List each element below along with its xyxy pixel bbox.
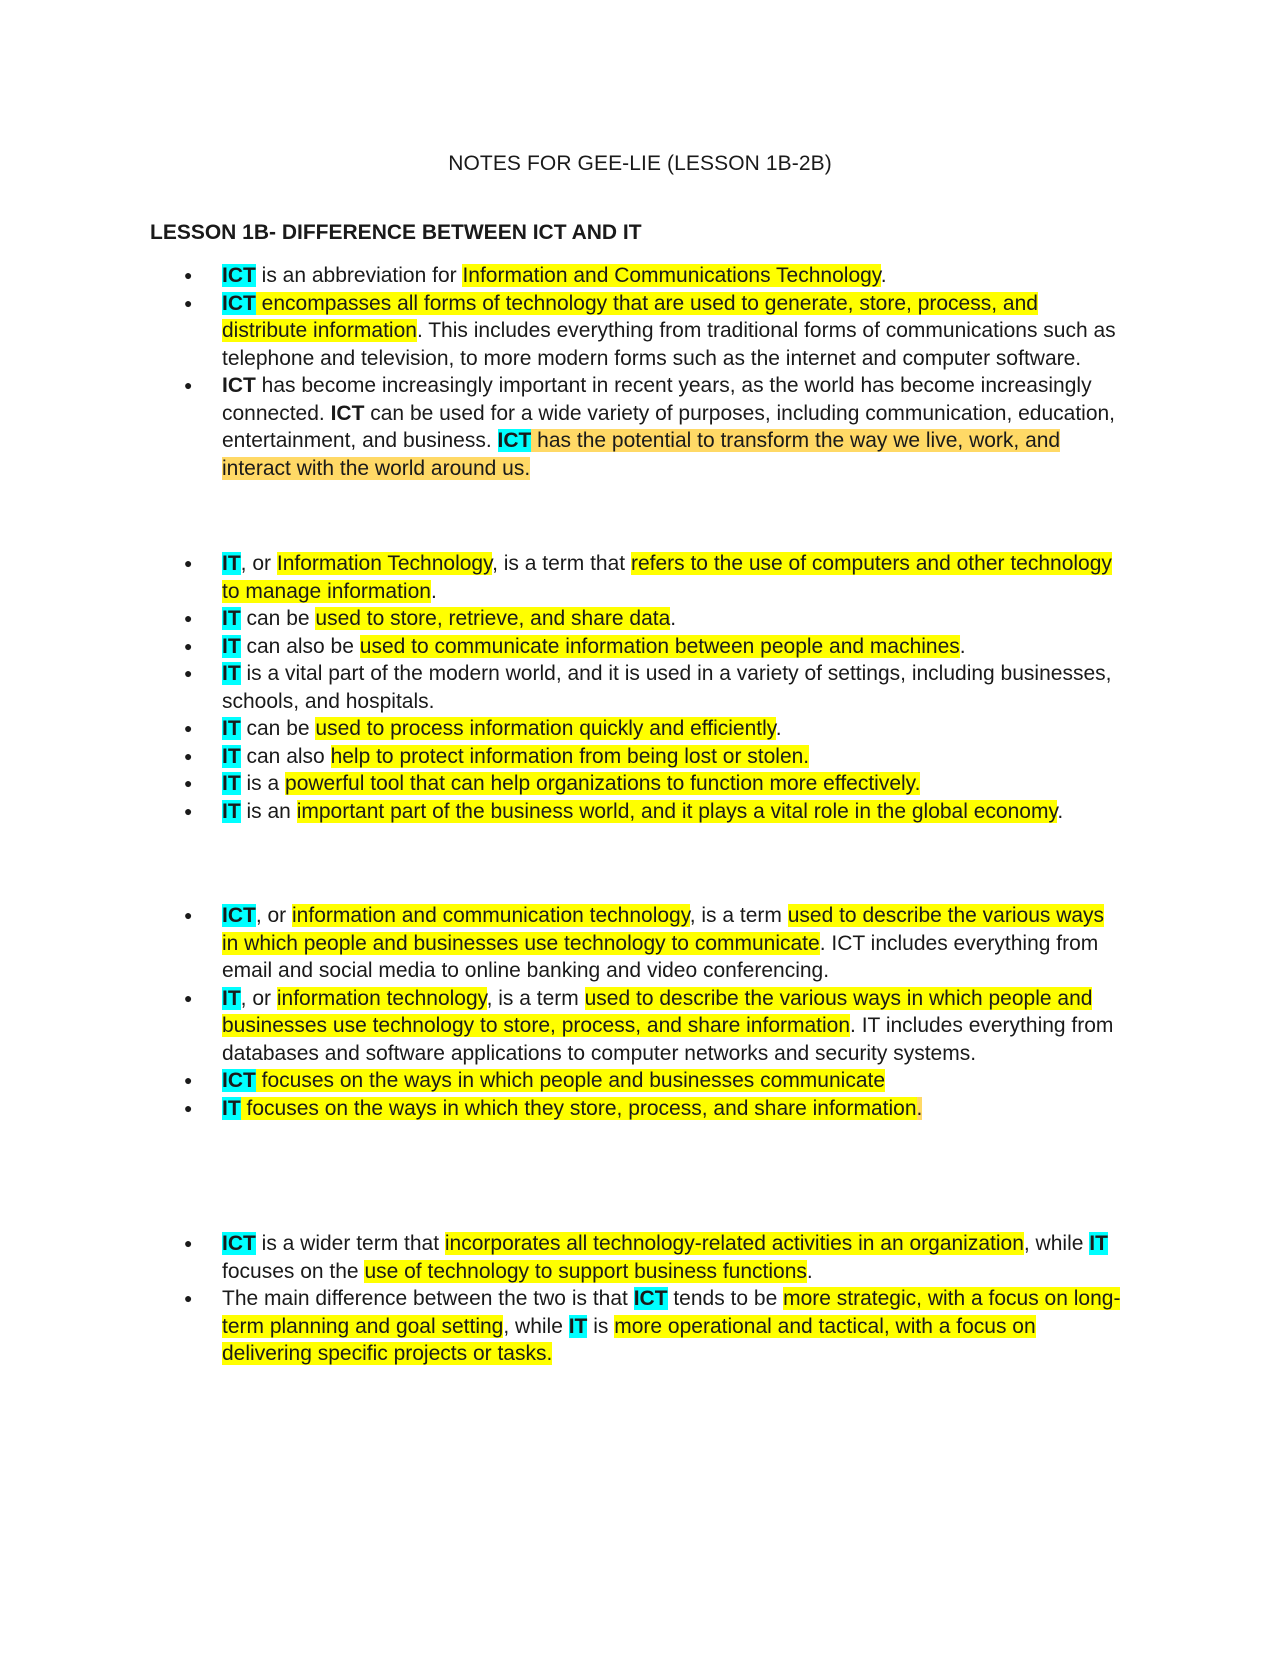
keyword-highlight: ICT	[633, 1287, 668, 1310]
text-run: The main difference between the two is that	[222, 1287, 634, 1310]
text-run: .	[430, 579, 437, 603]
keyword-highlight: ICT	[222, 904, 256, 927]
keyword-highlight: IT	[222, 607, 241, 630]
text-run: can be	[240, 607, 316, 630]
bullet-list-ict-basics	[222, 262, 1122, 482]
text-highlight: refers to the use of computers and other technology to manage information	[222, 552, 1112, 603]
bullet-item	[222, 550, 1122, 605]
bullet-item	[222, 1230, 1122, 1285]
keyword-highlight: ICT	[222, 1232, 256, 1255]
text-run: , or	[240, 552, 277, 575]
bullet-item	[222, 1067, 1122, 1095]
bullet-item	[222, 1095, 1122, 1123]
bullet-item	[222, 660, 1122, 715]
text-run: is	[587, 1314, 615, 1338]
text-highlight: more strategic, with a focus on long-term planning and goal setting	[222, 1287, 1121, 1338]
text-run: can be used for a wide variety of purposes, including communication, education, entertainment, and business.	[222, 401, 1116, 452]
keyword-highlight: IT	[222, 662, 241, 685]
text-run: , or	[255, 904, 293, 927]
keyword-highlight: IT	[222, 634, 241, 658]
bullet-list-it-basics	[222, 550, 1122, 825]
keyword-highlight: IT	[222, 772, 241, 795]
text-run: focuses on the	[222, 1259, 365, 1283]
document-title: NOTES FOR GEE-LIE (LESSON 1B-2B)	[448, 152, 832, 175]
text-run: is an	[240, 799, 297, 823]
text-highlight: .	[916, 1096, 923, 1120]
bullet-list-differences	[222, 1230, 1122, 1368]
text-run: is a wider term that	[255, 1232, 445, 1255]
text-highlight: Information and Communications Technology	[462, 264, 881, 287]
text-run: , while	[1023, 1232, 1090, 1255]
keyword-highlight: ICT	[222, 1069, 256, 1092]
keyword-highlight: IT	[1089, 1232, 1108, 1255]
text-run: .	[1057, 799, 1064, 823]
text-run: , is a term that	[492, 552, 631, 575]
text-run: is a	[240, 772, 286, 795]
bullet-item	[222, 743, 1122, 771]
text-highlight: incorporates all technology-related activities in an organization	[444, 1232, 1024, 1255]
text-run: , or	[240, 986, 277, 1010]
text-highlight: information and communication technology	[292, 904, 690, 927]
text-highlight: used to communicate information between people and machines	[359, 634, 960, 658]
bullet-item	[222, 1285, 1122, 1368]
text-run: ICT	[222, 374, 256, 397]
text-highlight: used to describe the various ways in which people and businesses use technology to communicate	[222, 904, 1105, 955]
keyword-highlight: IT	[222, 986, 241, 1010]
text-highlight: help to protect information from being lost or stolen.	[330, 744, 810, 768]
text-highlight: focuses on the ways in which people and businesses communicate	[255, 1069, 886, 1092]
keyword-highlight: IT	[222, 1096, 241, 1120]
text-highlight: more operational and tactical, with a focus on delivering specific projects or tasks.	[222, 1314, 1036, 1365]
text-run: .	[775, 717, 782, 740]
bullet-item	[222, 985, 1122, 1068]
text-run: .	[670, 607, 677, 630]
text-highlight: powerful tool that can help organizations to function more effectively.	[285, 772, 921, 795]
keyword-highlight: ICT	[222, 264, 256, 287]
lesson-heading: LESSON 1B- DIFFERENCE BETWEEN ICT AND IT	[150, 221, 642, 244]
keyword-highlight: ICT	[497, 429, 532, 452]
bullet-item	[222, 715, 1122, 743]
text-highlight: used to describe the various ways in which people and businesses use technology to store, process, and share information	[222, 986, 1093, 1037]
bullet-item	[222, 902, 1122, 985]
bullet-list-ict-vs-it	[222, 902, 1122, 1122]
text-run: .	[806, 1259, 813, 1283]
text-run: , is a term	[486, 986, 585, 1010]
text-run: can also	[240, 744, 331, 768]
text-run: is an abbreviation for	[255, 264, 463, 287]
bullet-item	[222, 290, 1122, 373]
text-highlight: information technology	[276, 986, 487, 1010]
text-run: can be	[240, 717, 316, 740]
keyword-highlight: ICT	[222, 291, 256, 315]
text-run: is a vital part of the modern world, and it is used in a variety of settings, including businesses, schools, and hospitals.	[222, 662, 1112, 713]
text-run: . IT includes everything from databases and software applications to computer networks and security systems.	[222, 1014, 1114, 1065]
text-highlight: encompasses all forms of technology that are used to generate, store, process, and distribute information	[222, 291, 1038, 342]
text-run: . This includes everything from traditional forms of communications such as telephone and television, to more modern forms such as the internet and computer software.	[222, 319, 1116, 370]
text-run: tends to be	[667, 1287, 784, 1310]
text-run: , while	[503, 1314, 569, 1338]
text-highlight: has the potential to transform the way we live, work, and interact with the world around us.	[222, 429, 1061, 480]
bullet-item	[222, 605, 1122, 633]
keyword-highlight: IT	[222, 717, 241, 740]
text-run: has become increasingly important in recent years, as the world has become increasingly connected.	[222, 374, 1092, 425]
text-highlight: important part of the business world, and it plays a vital role in the global economy	[296, 799, 1058, 823]
text-run: ICT	[330, 401, 365, 425]
text-highlight: used to process information quickly and efficiently	[315, 717, 776, 740]
text-run: can also be	[240, 634, 360, 658]
keyword-highlight: IT	[222, 552, 241, 575]
keyword-highlight: IT	[222, 744, 241, 768]
keyword-highlight: IT	[222, 799, 241, 823]
bullet-item	[222, 770, 1122, 798]
bullet-item	[222, 633, 1122, 661]
text-run: , is a term	[689, 904, 788, 927]
bullet-item	[222, 372, 1122, 482]
bullet-item	[222, 262, 1122, 290]
text-highlight: use of technology to support business functions	[364, 1259, 807, 1283]
text-run: .	[880, 264, 887, 287]
text-highlight: focuses on the ways in which they store, process, and share information	[240, 1096, 917, 1120]
text-highlight: Information Technology	[276, 552, 493, 575]
text-run: . ICT includes everything from email and social media to online banking and video conferencing.	[222, 931, 1099, 982]
text-highlight: used to store, retrieve, and share data	[315, 607, 671, 630]
bullet-item	[222, 798, 1122, 826]
keyword-highlight: IT	[568, 1314, 588, 1338]
text-run: .	[959, 634, 966, 658]
